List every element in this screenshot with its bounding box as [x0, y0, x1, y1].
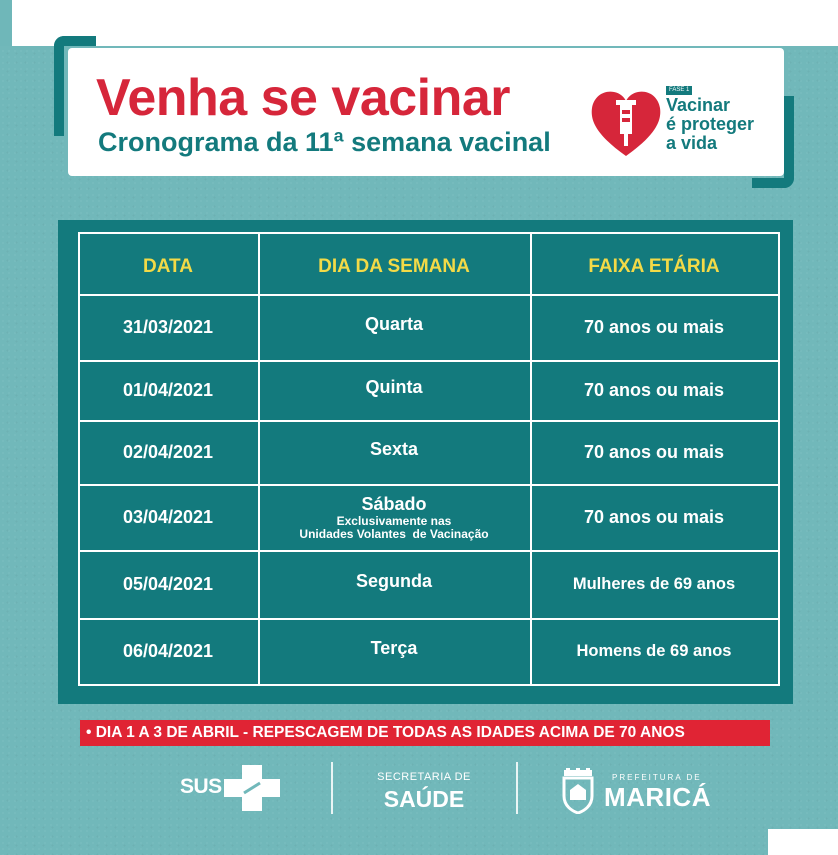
table-row-divider: [78, 232, 780, 234]
table-row-divider: [78, 618, 780, 620]
secretaria-name: SAÚDE: [383, 786, 465, 812]
sus-logo-text: SUS: [180, 775, 222, 798]
slogan-line-3: a vida: [666, 133, 718, 153]
secretaria-label: SECRETARIA DE: [377, 771, 471, 783]
table-cell-day: Segunda: [355, 571, 432, 591]
table-cell-day: Quinta: [365, 377, 423, 397]
page-title: Venha se vacinar: [96, 69, 511, 127]
table-cell-day: Sexta: [369, 439, 419, 459]
table-column-divider: [78, 232, 80, 686]
table-column-divider: [258, 232, 260, 686]
marica-crest-icon: [558, 768, 598, 814]
table-cell-day: Sábado: [361, 494, 427, 514]
prefeitura-label: PREFEITURA DE: [612, 773, 702, 782]
phase-badge: FASE 1: [666, 86, 692, 95]
table-cell-date: 03/04/2021: [122, 507, 214, 527]
slogan-line-1: Vacinar: [666, 95, 731, 115]
table-header-cell: DIA DA SEMANA: [318, 256, 470, 277]
table-cell-age: 70 anos ou mais: [583, 380, 725, 400]
table-column-divider: [530, 232, 532, 686]
table-cell-age: Mulheres de 69 anos: [572, 575, 736, 593]
table-row-divider: [78, 294, 780, 296]
catch-up-notice-ribbon: • DIA 1 A 3 DE ABRIL - REPESCAGEM DE TODAS AS IDADES ACIMA DE 70 ANOS: [80, 720, 770, 746]
table-row-divider: [78, 484, 780, 486]
table-cell-age: 70 anos ou mais: [583, 317, 725, 337]
slogan-line-2: é proteger: [666, 114, 755, 134]
table-cell-day: Quarta: [364, 314, 424, 334]
page-subtitle: Cronograma da 11ª semana vacinal: [98, 127, 551, 157]
table-header-cell: FAIXA ETÁRIA: [588, 256, 720, 277]
table-cell-date: 05/04/2021: [122, 574, 214, 594]
table-cell-day: Terça: [370, 638, 418, 658]
table-cell-age: 70 anos ou mais: [583, 507, 725, 527]
bottom-border-strip: [768, 829, 838, 855]
table-row-divider: [78, 420, 780, 422]
table-cell-day-note: Exclusivamente nas Unidades Volantes de Vacinação: [299, 514, 489, 541]
heart-syringe-icon: [588, 88, 664, 158]
top-strip-notch: [0, 0, 12, 46]
top-border-strip: [0, 0, 838, 46]
table-cell-age: Homens de 69 anos: [576, 642, 732, 660]
prefeitura-name: MARICÁ: [604, 782, 711, 812]
footer-separator-1: [331, 762, 333, 814]
slogan: [666, 96, 776, 153]
table-cell-date: 02/04/2021: [122, 442, 214, 462]
sus-cross-icon: [222, 763, 282, 813]
table-header-cell: DATA: [143, 256, 193, 277]
table-row-divider: [78, 360, 780, 362]
table-cell-date: 06/04/2021: [122, 641, 214, 661]
footer-separator-2: [516, 762, 518, 814]
table-cell-age: 70 anos ou mais: [583, 442, 725, 462]
table-cell-date: 01/04/2021: [122, 380, 214, 400]
table-row-divider: [78, 684, 780, 686]
table-row-divider: [78, 550, 780, 552]
table-cell-date: 31/03/2021: [122, 317, 214, 337]
table-column-divider: [778, 232, 780, 686]
